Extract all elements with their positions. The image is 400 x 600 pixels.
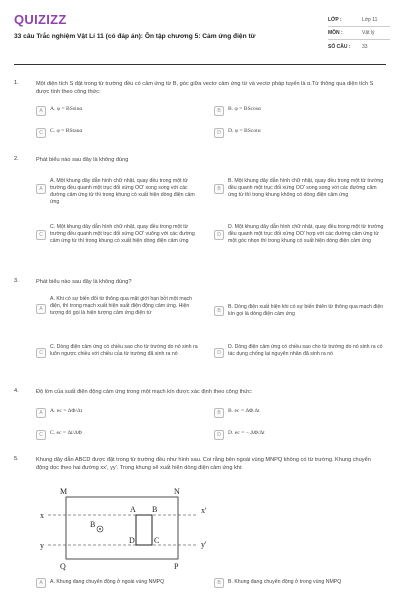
meta-value: Vật lý xyxy=(362,30,375,36)
question-text: Phát biểu nào sau đây là không đúng? xyxy=(36,279,132,285)
question-number: 2. xyxy=(14,156,19,162)
label-q: Q xyxy=(60,562,66,571)
option-text: B. φ = BScosα xyxy=(228,106,261,112)
question-number: 4. xyxy=(14,388,19,394)
option-letter: C xyxy=(36,230,46,240)
label-d: D xyxy=(129,536,135,545)
option-letter: A xyxy=(36,184,46,194)
meta-row-subject xyxy=(328,27,390,40)
label-m: M xyxy=(60,487,68,496)
meta-value: Lớp 11 xyxy=(362,17,378,23)
option-text: D. Dòng điện cảm ứng có chiều sao cho từ trường do nó sinh ra có tác dụng chống lại nguyên nhân đã sinh ra nó xyxy=(228,344,383,357)
option-letter: C xyxy=(36,348,46,358)
question-text: Độ lớn của suất điện động cảm ứng trong một mạch kín được xác định theo công thức: xyxy=(36,389,253,395)
frame-abcd xyxy=(136,515,152,545)
option-text: D. ec = − ΔΦ/Δt xyxy=(228,430,265,436)
option-b[interactable] xyxy=(214,578,386,588)
question-text: Một diện tích S đặt trong từ trường đều có cảm ứng từ B, góc giữa vectơ cảm ứng từ và vectơ pháp tuyến là α.Từ thông qua diện tích S được tính theo công thức: xyxy=(36,81,374,95)
question-number: 3. xyxy=(14,278,19,284)
option-text: A. Một khung dây dẫn hình chữ nhật, quay đều trong một từ trường đều quanh một trục đối xứng OO' song song với các đường cảm ứng từ thì trong khung có xuất hiện dòng điện cảm ứng xyxy=(50,178,195,205)
option-letter: A xyxy=(36,304,46,314)
option-letter: B xyxy=(214,408,224,418)
label-a: A xyxy=(130,505,136,514)
option-d[interactable] xyxy=(214,344,386,358)
option-d[interactable] xyxy=(214,128,384,138)
region-mnpq xyxy=(66,497,178,559)
meta-value: 33 xyxy=(362,43,368,50)
header-divider xyxy=(14,64,386,65)
meta-key: MÔN : xyxy=(328,30,343,36)
option-b[interactable] xyxy=(214,304,386,318)
option-a[interactable] xyxy=(36,578,204,588)
meta-row-count xyxy=(328,40,390,53)
option-letter: B xyxy=(214,106,224,116)
meta-key: SỐ CÂU : xyxy=(328,43,351,50)
meta-row-class xyxy=(328,14,390,27)
label-b: B xyxy=(152,505,158,514)
question-number: 5. xyxy=(14,456,19,462)
meta-key: LỚP : xyxy=(328,17,342,23)
option-a[interactable] xyxy=(36,178,204,206)
option-b[interactable] xyxy=(214,408,384,418)
quizizz-logo: QUIZIZZ xyxy=(14,12,67,27)
option-c[interactable] xyxy=(36,344,204,358)
label-x-prime: x' xyxy=(201,506,207,515)
question-number: 1. xyxy=(14,80,19,86)
option-d[interactable] xyxy=(214,430,384,440)
option-text: A. Khi có sự biến đổi từ thông qua mặt giới hạn bởi một mạch điện, thì trong mạch xuất hiện suất điện động cảm ứng. Hiện tượng đó gọi là hiện tượng cảm ứng điện từ xyxy=(50,296,193,316)
option-c[interactable] xyxy=(36,128,186,138)
label-n: N xyxy=(174,487,180,496)
option-text: B. Khung đang chuyển động ở trong vùng NMPQ xyxy=(228,579,342,585)
option-letter: C xyxy=(36,128,46,138)
option-text: A. φ = BSsinα xyxy=(50,106,83,112)
option-b[interactable] xyxy=(214,178,386,199)
label-field-b: B xyxy=(90,520,96,529)
option-letter: B xyxy=(214,578,224,588)
option-letter: D xyxy=(214,128,224,138)
option-letter: B xyxy=(214,306,224,316)
option-letter: B xyxy=(214,184,224,194)
option-text: C. ec = Δt/ΔΦ xyxy=(50,430,82,436)
option-letter: D xyxy=(214,430,224,440)
option-letter: D xyxy=(214,348,224,358)
option-text: D. φ = BScotα xyxy=(228,128,261,134)
circuit-diagram xyxy=(26,485,216,573)
option-a[interactable] xyxy=(36,408,186,418)
option-letter: D xyxy=(214,230,224,240)
label-x: x xyxy=(40,511,44,520)
option-c[interactable] xyxy=(36,224,204,245)
option-b[interactable] xyxy=(214,106,384,116)
option-letter: A xyxy=(36,106,46,116)
option-text: C. Một khung dây dẫn hình chữ nhật, quay đều trong một từ trường đều quanh một trục đối xứng OO' vuông với các đường cảm ứng từ thì trong khung có xuất hiện dòng điện cảm ứng xyxy=(50,224,195,244)
option-letter: A xyxy=(36,578,46,588)
question-text: Phát biểu nào sau đây là không đúng xyxy=(36,157,129,163)
option-a[interactable] xyxy=(36,296,204,317)
option-d[interactable] xyxy=(214,224,386,245)
meta-table xyxy=(328,14,390,53)
field-dot-icon xyxy=(99,528,101,530)
question-text: Khung dây dẫn ABCD được đặt trong từ trường đều như hình sau. Coi rằng bên ngoài vùng MNPQ không có từ trường. Khung chuyển động dọc theo hai đường xx', yy'. Trong khung sẽ xuất hiện dòng điện cảm ứng khi: xyxy=(36,457,371,471)
option-text: B. ec = ΔΦ.Δt xyxy=(228,408,260,414)
label-p: P xyxy=(174,562,179,571)
option-letter: A xyxy=(36,408,46,418)
option-text: C. φ = BStanα xyxy=(50,128,83,134)
option-letter: C xyxy=(36,430,46,440)
label-y: y xyxy=(40,541,44,550)
option-text: B. Dòng điện xuất hiện khi có sự biến thiên từ thông qua mạch điện kín gọi là dòng điện cảm ứng xyxy=(228,304,384,317)
option-text: D. Một khung dây dẫn hình chữ nhật, quay đều trong một từ trường đều quanh một trục đối xứng OO' hợp với các đường cảm ứng từ một góc nhọn thì trong khung có xuất hiện dòng điện cảm ứng xyxy=(228,224,384,244)
option-text: A. Khung đang chuyển động ở ngoài vùng NMPQ xyxy=(50,579,165,585)
option-c[interactable] xyxy=(36,430,186,440)
option-text: B. Một khung dây dẫn hình chữ nhật, quay đều trong một từ trường đều quanh một trục đối xứng OO' song song với các đường cảm ứng từ thì trong khung không có dòng điện cảm ứng xyxy=(228,178,384,198)
page-title: 33 câu Trắc nghiệm Vật Lí 11 (có đáp án): Ôn tập chương 5: Cảm ứng điện từ xyxy=(14,33,256,40)
label-c: C xyxy=(154,536,160,545)
option-text: C. Dòng điện cảm ứng có chiều sao cho từ trường do nó sinh ra luôn ngược chiều với chiều của từ trường đã sinh ra nó xyxy=(50,344,198,357)
option-a[interactable] xyxy=(36,106,186,116)
option-text: A. ec = ΔΦ/Δt xyxy=(50,408,83,414)
label-y-prime: y' xyxy=(201,540,207,549)
